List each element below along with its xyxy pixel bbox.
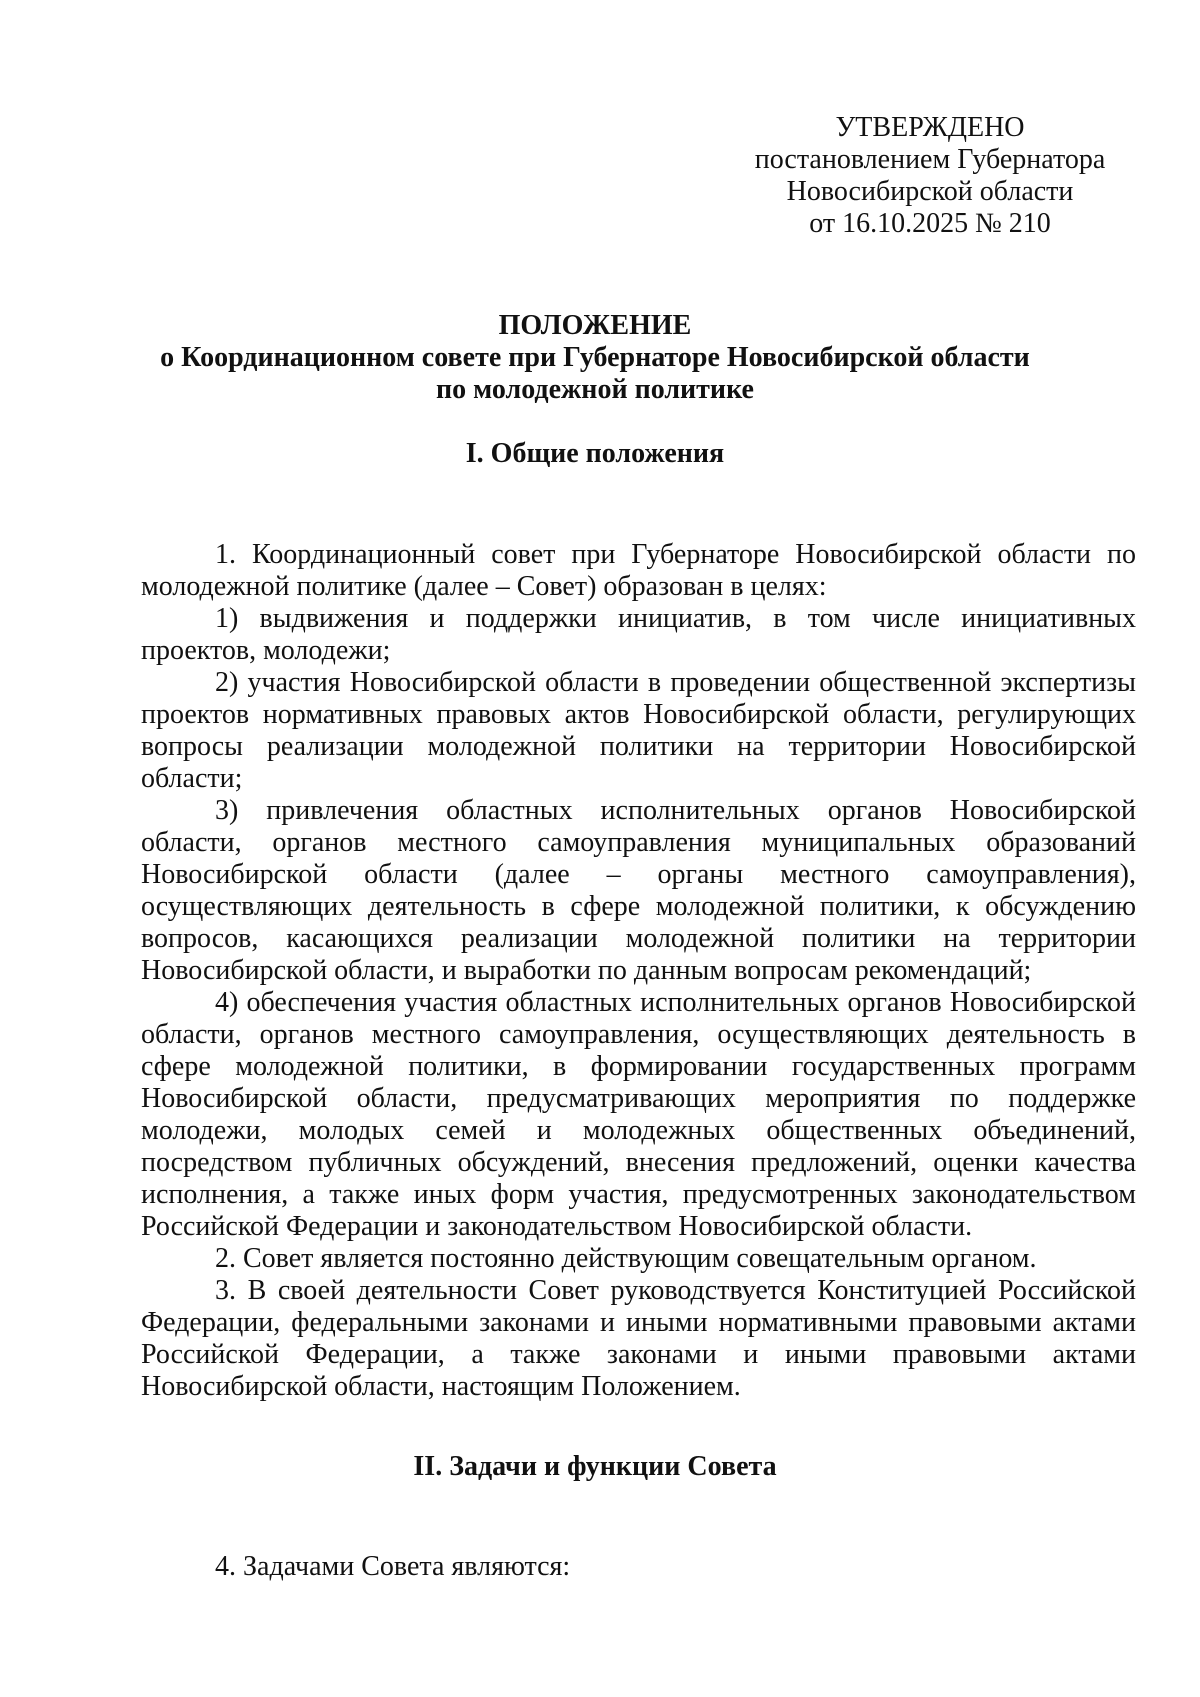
title-line-3: по молодежной политике — [436, 374, 754, 405]
approval-decree-line: постановлением Губернатора — [754, 144, 1106, 175]
paragraph-1: 1. Координационный совет при Губернаторе Новосибирской области по молодежной политике (далее – Совет) образован в целях: — [141, 539, 1136, 602]
paragraph-1-item-2: 2) участия Новосибирской области в проведении общественной экспертизы проектов нормативных правовых актов Новосибирской области, регулирующих вопросы реализации молодежной политики на территории Новосибирской области; — [141, 667, 1136, 794]
section-heading-general: I. Общие положения — [465, 438, 725, 469]
paragraph-1-item-3: 3) привлечения областных исполнительных органов Новосибирской области, органов местного самоуправления муниципальных образований Новосибирской области (далее – органы местного самоуправления), осуществляющих деятельность в сфере молодежной политики, к обсуждению вопросов, касающихся реализации молодежной политики на территории Новосибирской области, и выработки по данным вопросам рекомендаций; — [141, 795, 1136, 986]
title-line-2: о Координационном совете при Губернаторе Новосибирской области — [160, 342, 1030, 373]
approval-region-line: Новосибирской области — [786, 176, 1074, 207]
paragraph-4: 4. Задачами Совета являются: — [215, 1551, 571, 1582]
section-general-body — [141, 539, 1136, 1403]
approval-date-number: от 16.10.2025 № 210 — [809, 208, 1051, 239]
paragraph-2: 2. Совет является постоянно действующим совещательным органом. — [215, 1243, 1037, 1274]
approval-heading: УТВЕРЖДЕНО — [835, 112, 1025, 143]
paragraph-3: 3. В своей деятельности Совет руководствуется Конституцией Российской Федерации, федеральными законами и иными нормативными правовыми актами Российской Федерации, а также законами и иными правовыми актами Новосибирской области, настоящим Положением. — [141, 1275, 1136, 1402]
document-title — [140, 310, 1050, 406]
paragraph-1-item-4: 4) обеспечения участия областных исполнительных органов Новосибирской области, органов местного самоуправления, осуществляющих деятельность в сфере молодежной политики, в формировании государственных программ Новосибирской области, предусматривающих мероприятия по поддержке молодежи, молодых семей и молодежных общественных объединений, посредством публичных обсуждений, внесения предложений, оценки качества исполнения, а также иных форм участия, предусмотренных законодательством Российской Федерации и законодательством Новосибирской области. — [141, 987, 1136, 1242]
paragraph-1-item-1: 1) выдвижения и поддержки инициатив, в том числе инициативных проектов, молодежи; — [141, 603, 1136, 666]
approval-stamp — [740, 112, 1120, 240]
section-heading-tasks: II. Задачи и функции Совета — [413, 1451, 777, 1482]
title-line-1: ПОЛОЖЕНИЕ — [498, 310, 692, 341]
section-tasks-body — [141, 1551, 1136, 1583]
